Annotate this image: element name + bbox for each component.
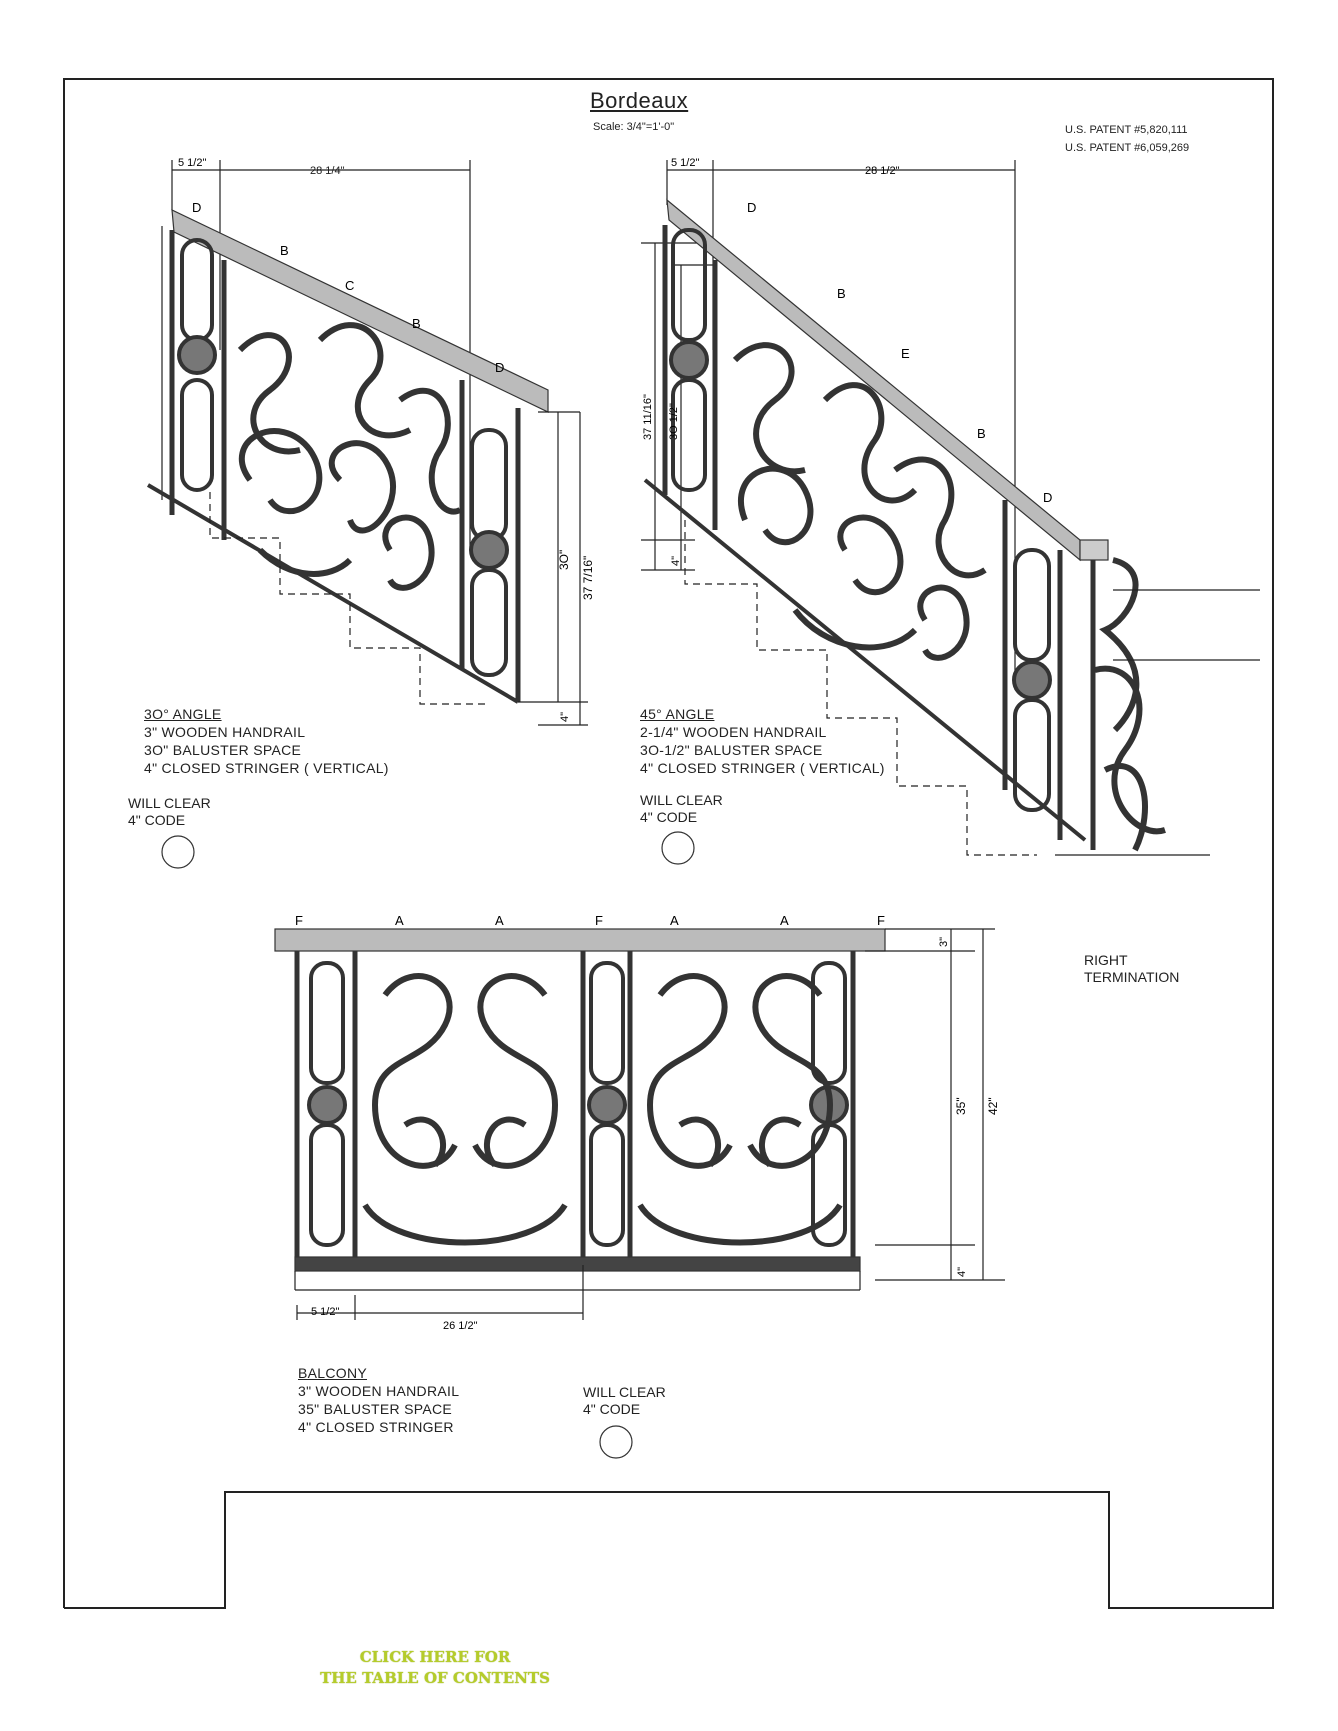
stair45-clear — [640, 792, 723, 826]
stair30-dim-left: 5 1/2" — [178, 157, 207, 169]
stair30-spec-line: 3" WOODEN HANDRAIL — [144, 724, 306, 740]
stair45-spec-line: 2-1/4" WOODEN HANDRAIL — [640, 724, 827, 740]
balcony-letter: A — [495, 913, 504, 928]
stair-45-drawing — [635, 150, 1275, 940]
stair45-spec-line: 3O-1/2" BALUSTER SPACE — [640, 742, 823, 758]
balcony-clear-line: WILL CLEAR — [583, 1384, 666, 1400]
stair30-letter: B — [280, 243, 289, 258]
toc-link-line: CLICK HERE FOR — [359, 1648, 511, 1666]
balcony-dim-stringer: 4" — [956, 1266, 968, 1277]
stair45-letter: E — [901, 346, 910, 361]
stair45-clear-line: 4" CODE — [640, 809, 698, 825]
stair30-dim-span: 28 1/4" — [310, 165, 345, 177]
stair30-clear-line: WILL CLEAR — [128, 795, 211, 811]
balcony-letter: F — [595, 913, 603, 928]
stair45-letter: B — [837, 286, 846, 301]
stair30-letter: B — [412, 316, 421, 331]
balcony-dim-left: 5 1/2" — [311, 1306, 340, 1318]
right-termination-label — [1084, 952, 1179, 986]
stair30-letter: D — [192, 200, 202, 215]
balcony-spec-line: 3" WOODEN HANDRAIL — [298, 1383, 460, 1399]
stair45-dim-left: 5 1/2" — [671, 157, 700, 169]
balcony-spec-heading: BALCONY — [298, 1365, 368, 1381]
balcony-letter: F — [295, 913, 303, 928]
stair45-clear-line: WILL CLEAR — [640, 792, 723, 808]
stair30-spec-line: 3O" BALUSTER SPACE — [144, 742, 302, 758]
stair30-clear-line: 4" CODE — [128, 812, 186, 828]
stair45-dim-total: 37 11/16" — [642, 394, 654, 440]
balcony-dim-baluster: 35" — [954, 1097, 968, 1115]
patent-2: U.S. PATENT #6,059,269 — [1065, 142, 1190, 154]
stair45-dim-baluster: 3O 1/2" — [668, 403, 680, 440]
balcony-spec — [298, 1364, 459, 1436]
stair45-spec-heading: 45° ANGLE — [640, 706, 715, 722]
balcony-dim-rail: 3" — [938, 936, 950, 947]
balcony-dim-total: 42" — [986, 1097, 1000, 1115]
termination-line: RIGHT — [1084, 952, 1128, 968]
stair45-spec — [640, 705, 885, 777]
stair45-letter: B — [977, 426, 986, 441]
stair30-spec — [144, 705, 389, 777]
balcony-clear-line: 4" CODE — [583, 1401, 641, 1417]
drawing-scale: Scale: 3/4"=1'-0" — [593, 121, 675, 133]
stair30-dim-baluster: 3O" — [557, 549, 571, 570]
stair45-dim-stringer: 4" — [670, 555, 682, 566]
stair30-letter: C — [345, 278, 355, 293]
balcony-letter: A — [395, 913, 404, 928]
stair30-code-circle — [160, 834, 200, 874]
stair30-spec-heading: 3O° ANGLE — [144, 706, 222, 722]
stair30-letter: D — [495, 360, 505, 375]
table-of-contents-link[interactable] — [300, 1647, 570, 1689]
balcony-letter: A — [780, 913, 789, 928]
stair45-letter: D — [1043, 490, 1053, 505]
balcony-spec-line: 4" CLOSED STRINGER — [298, 1419, 454, 1435]
stair45-letter: D — [747, 200, 757, 215]
stair45-dim-span: 28 1/2" — [865, 165, 900, 177]
stair30-spec-line: 4" CLOSED STRINGER ( VERTICAL) — [144, 760, 389, 776]
balcony-letter: A — [670, 913, 679, 928]
balcony-drawing — [265, 905, 1035, 1345]
balcony-clear — [583, 1384, 666, 1418]
toc-link-line: THE TABLE OF CONTENTS — [320, 1669, 550, 1687]
patent-1: U.S. PATENT #5,820,111 — [1065, 124, 1188, 136]
stair45-code-circle — [660, 830, 700, 870]
termination-line: TERMINATION — [1084, 969, 1180, 985]
stair30-clear — [128, 795, 211, 829]
balcony-code-circle — [598, 1424, 638, 1464]
stair30-dim-total: 37 7/16" — [581, 555, 595, 600]
stair45-spec-line: 4" CLOSED STRINGER ( VERTICAL) — [640, 760, 885, 776]
stair-30-drawing — [140, 150, 610, 740]
stair30-dim-stringer: 4" — [559, 711, 571, 722]
balcony-spec-line: 35" BALUSTER SPACE — [298, 1401, 453, 1417]
balcony-letter: F — [877, 913, 885, 928]
balcony-dim-span: 26 1/2" — [443, 1320, 478, 1332]
drawing-title: Bordeaux — [590, 88, 689, 113]
